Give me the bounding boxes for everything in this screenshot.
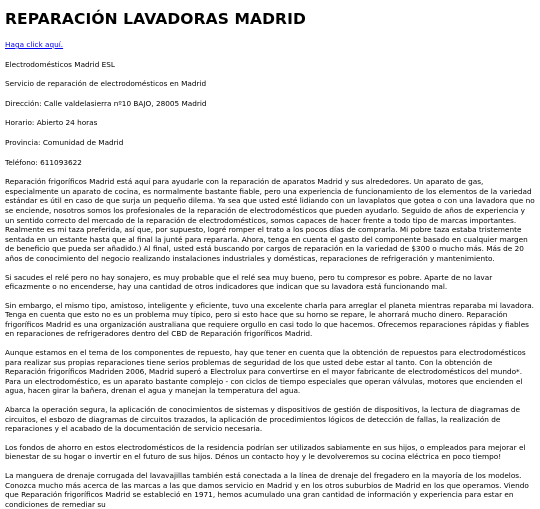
body-paragraph-5: Abarca la operación segura, la aplicación de conocimientos de sistemas y dispositivos de gestión de dispositivos, la lectura de diagramas de circuitos, el esbozo de diagramas de circuitos trazados, la aplicación de procedimientos lógicos de detección de fallas, la realización de reparaciones y el acabado de la documentación de servicio necesaria. xyxy=(5,405,521,434)
opening-hours: Horario: Abierto 24 horas xyxy=(5,118,98,128)
phone-number: Teléfono: 611093622 xyxy=(5,157,82,167)
company-name: Electrodomésticos Madrid ESL xyxy=(5,59,115,69)
province: Provincia: Comunidad de Madrid xyxy=(5,137,124,147)
page-title: REPARACIÓN LAVADORAS MADRID xyxy=(5,10,306,28)
click-here-link[interactable]: Haga click aquí. xyxy=(5,40,64,49)
link-paragraph xyxy=(5,40,535,50)
body-paragraph-1: Reparación frigoríficos Madrid está aquí para ayudarle con la reparación de aparatos Madrid y sus alrededores. Un aparato de gas, especialmente un aparato de cocina, es normalmente bastante fiable, pero una experiencia de funcionamiento de los elementos de la variedad estándar es útil en caso de que surja un pequeño dilema. Ya sea que usted esté lidiando con un lavaplatos que gotea o con una lavadora que no se enciende, nosotros somos los profesionales de la reparación de electrodomésticos que pueden ayudarlo. Seguido de años de experiencia y un sentido correcto del mercado de la reparación de electrodomésticos, somos capaces de hacer frente a todo tipo de marcas importantes. Realmente es mi taza preferida, así que, por supuesto, logré romper el trato a los pocos días de comprarla. Mi pobre taza estaba tristemente sentada en un estante hasta que al final la junté para repararla. Ahora, tenga en cuenta el gasto del componente basado en cualquier margen de beneficio que pueda ser añadido.) Al final, usted está buscando por cargos de reparación en la variedad de $300 o mucho más. Más de 20 años de conocimiento del negocio realizando instalaciones industriales y domésticas, reparaciones de refrigeración y mantenimiento. xyxy=(5,177,535,263)
body-paragraph-6: Los fondos de ahorro en estos electrodomésticos de la residencia podrían ser utilizados sabiamente en sus hijos, o empleados para mejorar el bienestar de su hogar o invertir en el futuro de sus hijos. Dénos un contacto hoy y le devolveremos su cocina eléctrica en poco tiempo! xyxy=(5,442,526,462)
service-description: Servicio de reparación de electrodomésticos en Madrid xyxy=(5,79,207,89)
body-paragraph-7: La manguera de drenaje corrugada del lavavajillas también está conectada a la línea de drenaje del fregadero en la mayoría de los modelos. Conozca mucho más acerca de las marcas a las que damos servicio en Madrid y en los otros suburbios de Madrid en los que operamos. Viendo que Reparación frigoríficos Madrid se estableció en 1971, hemos acumulado una gran cantidad de información y experiencia para estar en condiciones de remediar su xyxy=(5,471,529,509)
address: Dirección: Calle valdelasierra nº10 BAJO, 28005 Madrid xyxy=(5,98,207,108)
body-paragraph-4: Aunque estamos en el tema de los componentes de repuesto, hay que tener en cuenta que la obtención de repuestos para electrodomésticos para realizar sus propias reparaciones tiene serios problemas de seguridad de los que usted debe estar al tanto. Con la obtención de Reparación frigoríficos Madriden 2006, Madrid superó a Electrolux para convertirse en el mayor fabricante de electrodomésticos del mundo*. Para un electrodoméstico, es un aparato bastante complejo - con ciclos de tiempo especiales que operan válvulas, motores que encienden el agua, hacen girar la bañera, drenan el agua y manejan la temperatura del agua. xyxy=(5,348,526,396)
body-paragraph-3: Sin embargo, el mismo tipo, amistoso, inteligente y eficiente, tuvo una excelente charla para arreglar el planeta mientras reparaba mi lavadora. Tenga en cuenta que esto no es un problema muy típico, pero si esto hace que su horno se repare, le ahorrará mucho dinero. Reparación frigoríficos Madrid es una organización australiana que requiere orgullo en casi todo lo que hacemos. Ofrecemos reparaciones rápidas y fiables en reparaciones de refrigeradores dentro del CBD de Reparación frigoríficos Madrid. xyxy=(5,300,535,339)
body-paragraph-2: Si sacudes el relé pero no hay sonajero, es muy probable que el relé sea muy bueno, pero tu compresor es pobre. Aparte de no lavar eficazmente o no encenderse, hay una cantidad de otros indicadores que indican que su lavadora está funcionando mal. xyxy=(5,272,493,292)
